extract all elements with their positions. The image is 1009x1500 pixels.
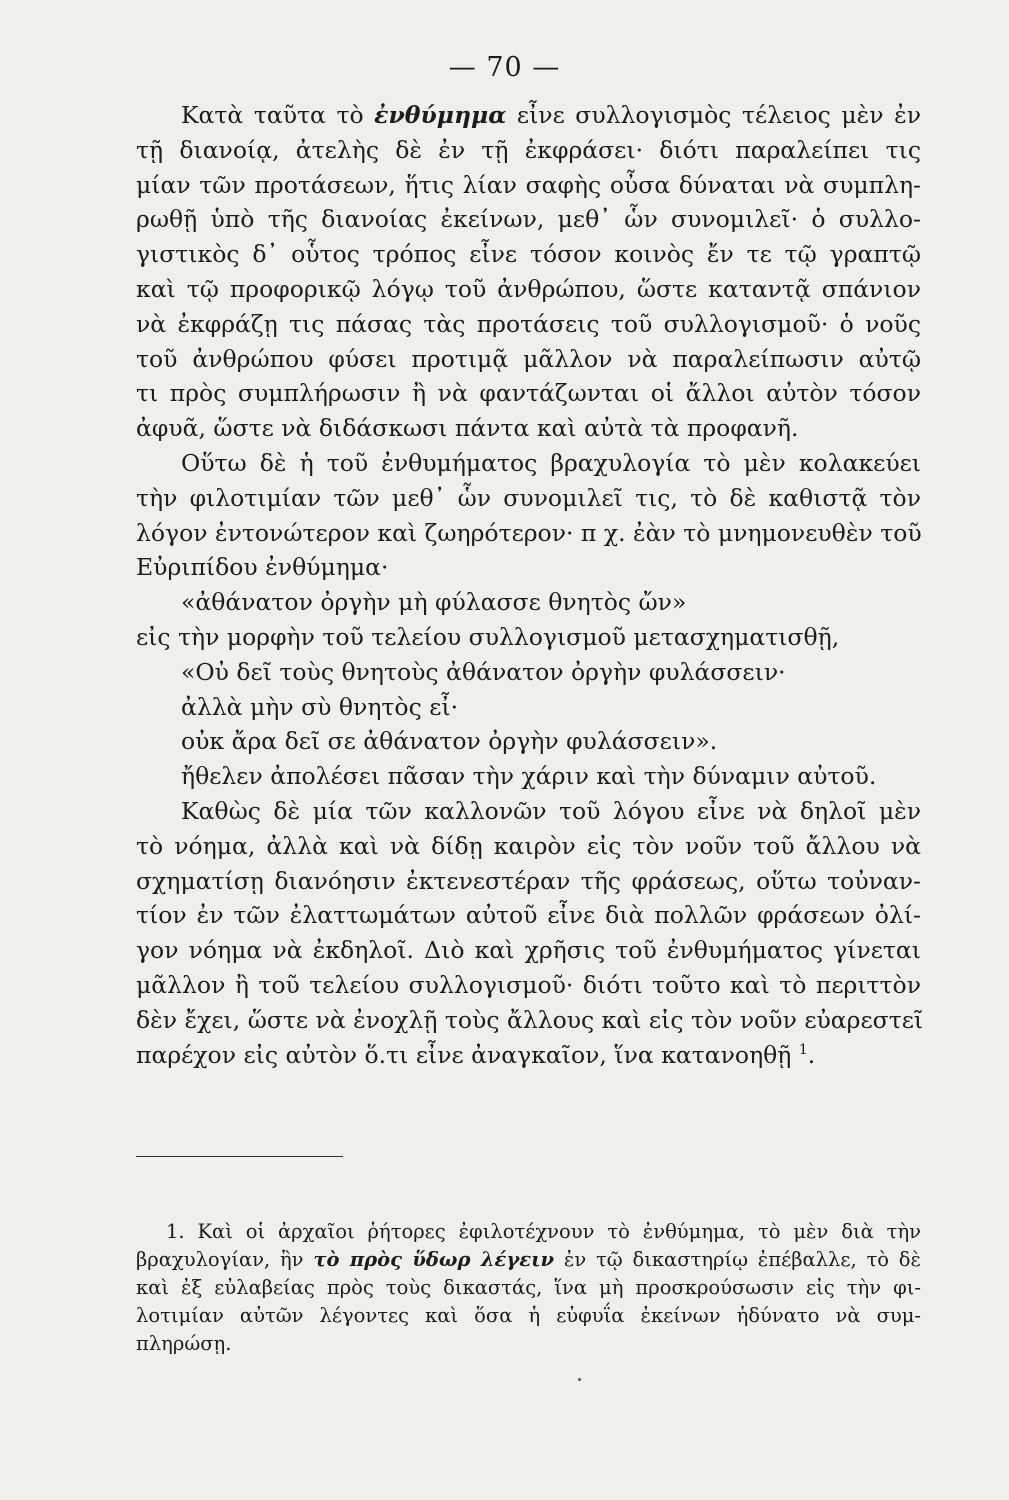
text-line: Εὐριπίδου ἐνθύμημα· (136, 553, 389, 582)
footnote-line: λοτιμίαν αὐτῶν λέγοντες καὶ ὅσα ἡ εὐφυΐα ἐκείνων ἠδύνατο νὰ συμ- (136, 1304, 921, 1327)
text-line: τὴν φιλοτιμίαν τῶν μεθ᾽ ὧν συνομιλεῖ τις, τὸ δὲ καθιστᾷ τὸν (136, 483, 921, 512)
text-line: μίαν τῶν προτάσεων, ἥτις λίαν σαφὴς οὖσα δύναται νὰ συμπλη- (136, 170, 921, 199)
text-line: εἰς τὴν μορφὴν τοῦ τελείου συλλογισμοῦ μετασχηματισθῇ, (136, 622, 840, 651)
text-line: δὲν ἔχει, ὥστε νὰ ἐνοχλῇ τοὺς ἄλλους καὶ εἰς τὸν νοῦν εὐαρεστεῖ (136, 1005, 924, 1034)
text-line: γιστικὸς δ᾽ οὗτος τρόπος εἶνε τόσον κοινὸς ἔν τε τῷ γραπτῷ (136, 240, 921, 269)
footnote-line: πληρώσῃ. (136, 1332, 232, 1355)
emphasized-phrase: τὸ πρὸς ὕδωρ λέγειν (313, 1248, 555, 1271)
quotation-line: «Οὐ δεῖ τοὺς θνητοὺς ἀθάνατον ὀργὴν φυλάσσειν· (181, 657, 786, 686)
page-number: — 70 — (448, 52, 561, 83)
quotation-line: οὐκ ἄρα δεῖ σε ἀθάνατον ὀργὴν φυλάσσειν». (181, 727, 718, 756)
text-line: σχηματίσῃ διανόησιν ἐκτενεστέραν τῆς φράσεως, οὕτω τοὐναν- (136, 866, 921, 895)
text-line: Κατὰ ταῦτα τὸ ἐνθύμημα εἶνε συλλογισμὸς τέλειος μὲν ἐν (181, 101, 921, 129)
text-line: λόγον ἐντονώτερον καὶ ζωηρότερον· π χ. ἐὰν τὸ μνημονευθὲν τοῦ (136, 518, 922, 547)
print-speck (578, 1378, 581, 1381)
quotation-line: «ἀθάνατον ὀργὴν μὴ φύλασσε θνητὸς ὤν» (181, 588, 687, 617)
footnote-line: καὶ ἐξ εὐλαβείας πρὸς τοὺς δικαστάς, ἵνα μὴ προσκρούσωσιν εἰς τὴν φι- (136, 1276, 921, 1299)
footnote (136, 1218, 921, 1358)
text-line: τι πρὸς συμπλήρωσιν ἢ νὰ φαντάζωνται οἱ ἄλλοι αὐτὸν τόσον (136, 379, 921, 408)
text-line: τοῦ ἀνθρώπου φύσει προτιμᾷ μᾶλλον νὰ παραλείπωσιν αὐτῷ (136, 344, 921, 373)
footnote-divider (136, 1156, 343, 1157)
text-line: Καθὼς δὲ μία τῶν καλλονῶν τοῦ λόγου εἶνε νὰ δηλοῖ μὲν (181, 796, 921, 825)
emphasized-term: ἐνθύμημα (374, 101, 507, 129)
footnote-reference[interactable]: 1 (798, 1041, 808, 1058)
text-line: τίον ἐν τῶν ἐλαττωμάτων αὐτοῦ εἶνε διὰ πολλῶν φράσεων ὀλί- (136, 901, 921, 930)
text-line: ἀφυᾶ, ὥστε νὰ διδάσκωσι πάντα καὶ αὐτὰ τὰ προφανῆ. (136, 414, 799, 443)
text-line: Οὕτω δὲ ἡ τοῦ ἐνθυμήματος βραχυλογία τὸ μὲν κολακεύει (181, 448, 921, 477)
footnote-line: βραχυλογίαν, ἣν τὸ πρὸς ὕδωρ λέγειν ἐν τῷ δικαστηρίῳ ἐπέβαλλε, τὸ δὲ (136, 1248, 921, 1271)
text-line: ρωθῇ ὑπὸ τῆς διανοίας ἐκείνων, μεθ᾽ ὧν συνομιλεῖ· ὁ συλλο- (136, 205, 921, 234)
footnote-line: 1. Καὶ οἱ ἀρχαῖοι ῥήτορες ἐφιλοτέχνουν τὸ ἐνθύμημα, τὸ μὲν διὰ τὴν (166, 1220, 921, 1243)
text-line: καὶ τῷ προφορικῷ λόγῳ τοῦ ἀνθρώπου, ὥστε καταντᾷ σπάνιον (136, 274, 921, 303)
text-line: ἤθελεν ἀπολέσει πᾶσαν τὴν χάριν καὶ τὴν δύναμιν αὐτοῦ. (181, 762, 877, 791)
text-line: μᾶλλον ἢ τοῦ τελείου συλλογισμοῦ· διότι τοῦτο καὶ τὸ περιττὸν (136, 970, 921, 999)
text-line: τῇ διανοίᾳ, ἀτελὴς δὲ ἐν τῇ ἐκφράσει· διότι παραλείπει τις (136, 135, 921, 164)
text-line: τὸ νόημα, ἀλλὰ καὶ νὰ δίδῃ καιρὸν εἰς τὸν νοῦν τοῦ ἄλλου νὰ (136, 831, 921, 860)
main-text (136, 98, 924, 1072)
quotation-line: ἀλλὰ μὴν σὺ θνητὸς εἶ· (181, 692, 459, 721)
text-line: παρέχον εἰς αὐτὸν ὅ.τι εἶνε ἀναγκαῖον, ἵνα κατανοηθῇ $^1$. (136, 1040, 816, 1069)
text-line: νὰ ἐκφράζῃ τις πάσας τὰς προτάσεις τοῦ συλλογισμοῦ· ὁ νοῦς (136, 309, 921, 338)
text-line: γον νόημα νὰ ἐκδηλοῖ. Διὸ καὶ χρῆσις τοῦ ἐνθυμήματος γίνεται (136, 936, 921, 965)
